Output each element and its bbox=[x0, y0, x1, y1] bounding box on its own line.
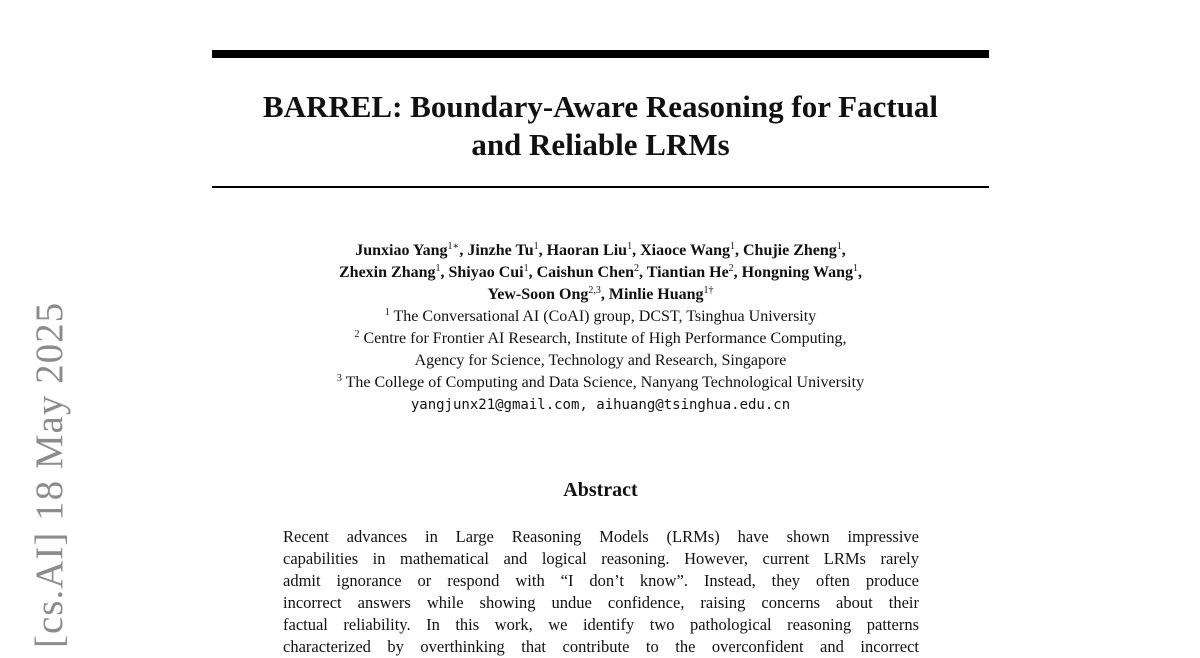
author-sup: 1 bbox=[852, 263, 858, 274]
author-name: Yew-Soon Ong bbox=[487, 286, 589, 303]
author-block bbox=[212, 240, 989, 416]
affiliation-2-cont bbox=[212, 350, 989, 372]
title-line-1: BARREL: Boundary-Aware Reasoning for Factual bbox=[262, 89, 939, 124]
author-name: Caishun Chen bbox=[536, 264, 634, 281]
author-line-2: Zhexin Zhang$^1$, Shiyao Cui$^1$, Caishun Chen$^2$, Tiantian He$^2$, Hongning Wang$^1$, bbox=[339, 263, 862, 281]
abstract-line: capabilities in mathematical and logical reasoning. However, current LRMs rarely bbox=[283, 549, 919, 568]
affiliation-sup: 1 bbox=[384, 307, 390, 318]
affiliation-text: The Conversational AI (CoAI) group, DCST, Tsinghua University bbox=[393, 308, 817, 325]
affiliation-2 bbox=[212, 328, 989, 350]
author-name: Tiantian He bbox=[646, 264, 729, 281]
author-name: Shiyao Cui bbox=[448, 264, 524, 281]
arxiv-stamp: [cs.AI] 18 May 2025 bbox=[28, 301, 71, 648]
title-rule bbox=[212, 186, 989, 188]
author-sup: 2 bbox=[634, 263, 639, 274]
affiliation-text: Agency for Science, Technology and Research, Singapore bbox=[414, 352, 787, 369]
abstract-line: Recent advances in Large Reasoning Models (LRMs) have shown impressive bbox=[283, 527, 919, 546]
author-sup: 1 bbox=[836, 241, 842, 252]
author-line-3: Yew-Soon Ong$^{2,3}$, Minlie Huang$^{1\dagger}$ bbox=[487, 285, 714, 303]
top-rule bbox=[212, 50, 989, 58]
author-sup: 2,3 bbox=[588, 285, 601, 296]
author-sup: 2 bbox=[728, 263, 734, 274]
paper-title bbox=[212, 88, 989, 164]
author-sup: 1† bbox=[703, 285, 714, 296]
author-sup: 1∗ bbox=[447, 241, 460, 252]
author-name: Haoran Liu bbox=[546, 242, 628, 259]
author-sup: 1 bbox=[730, 241, 735, 252]
title-line-2: and Reliable LRMs bbox=[471, 127, 730, 162]
author-name: Xiaoce Wang bbox=[640, 242, 730, 259]
abstract-line: factual reliability. In this work, we identify two pathological reasoning patterns bbox=[283, 615, 919, 634]
affiliation-1 bbox=[212, 306, 989, 328]
affiliation-sup: 3 bbox=[336, 373, 342, 384]
abstract-line: characterized by overthinking that contribute to the overconfident and incorrect bbox=[283, 637, 919, 656]
author-name: Hongning Wang bbox=[741, 264, 853, 281]
author-line-1: Junxiao Yang$^{1∗}$, Jinzhe Tu$^1$, Haoran Liu$^1$, Xiaoce Wang$^1$, Chujie Zheng$^1$, bbox=[355, 241, 846, 259]
author-name: Junxiao Yang bbox=[355, 242, 448, 259]
abstract-body bbox=[283, 526, 919, 658]
author-sup: 1 bbox=[533, 241, 539, 252]
affiliation-sup: 2 bbox=[354, 329, 360, 340]
author-sup: 1 bbox=[627, 241, 633, 252]
author-sup: 1 bbox=[523, 263, 529, 274]
author-sup: 1 bbox=[435, 263, 441, 274]
author-name: Zhexin Zhang bbox=[339, 264, 436, 281]
author-emails: yangjunx21@gmail.com, aihuang@tsinghua.edu.cn bbox=[410, 397, 791, 413]
affiliation-text: Centre for Frontier AI Research, Institute of High Performance Computing, bbox=[363, 330, 847, 347]
affiliation-3 bbox=[212, 372, 989, 394]
abstract-line: incorrect answers while showing undue confidence, raising concerns about their bbox=[283, 593, 919, 612]
abstract-line: admit ignorance or respond with “I don’t know”. Instead, they often produce bbox=[283, 571, 919, 590]
abstract-heading: Abstract bbox=[563, 479, 638, 501]
author-name: Chujie Zheng bbox=[743, 242, 837, 259]
author-name: Minlie Huang bbox=[608, 286, 704, 303]
affiliation-text: The College of Computing and Data Science, Nanyang Technological University bbox=[345, 374, 865, 391]
author-name: Jinzhe Tu bbox=[467, 242, 534, 259]
